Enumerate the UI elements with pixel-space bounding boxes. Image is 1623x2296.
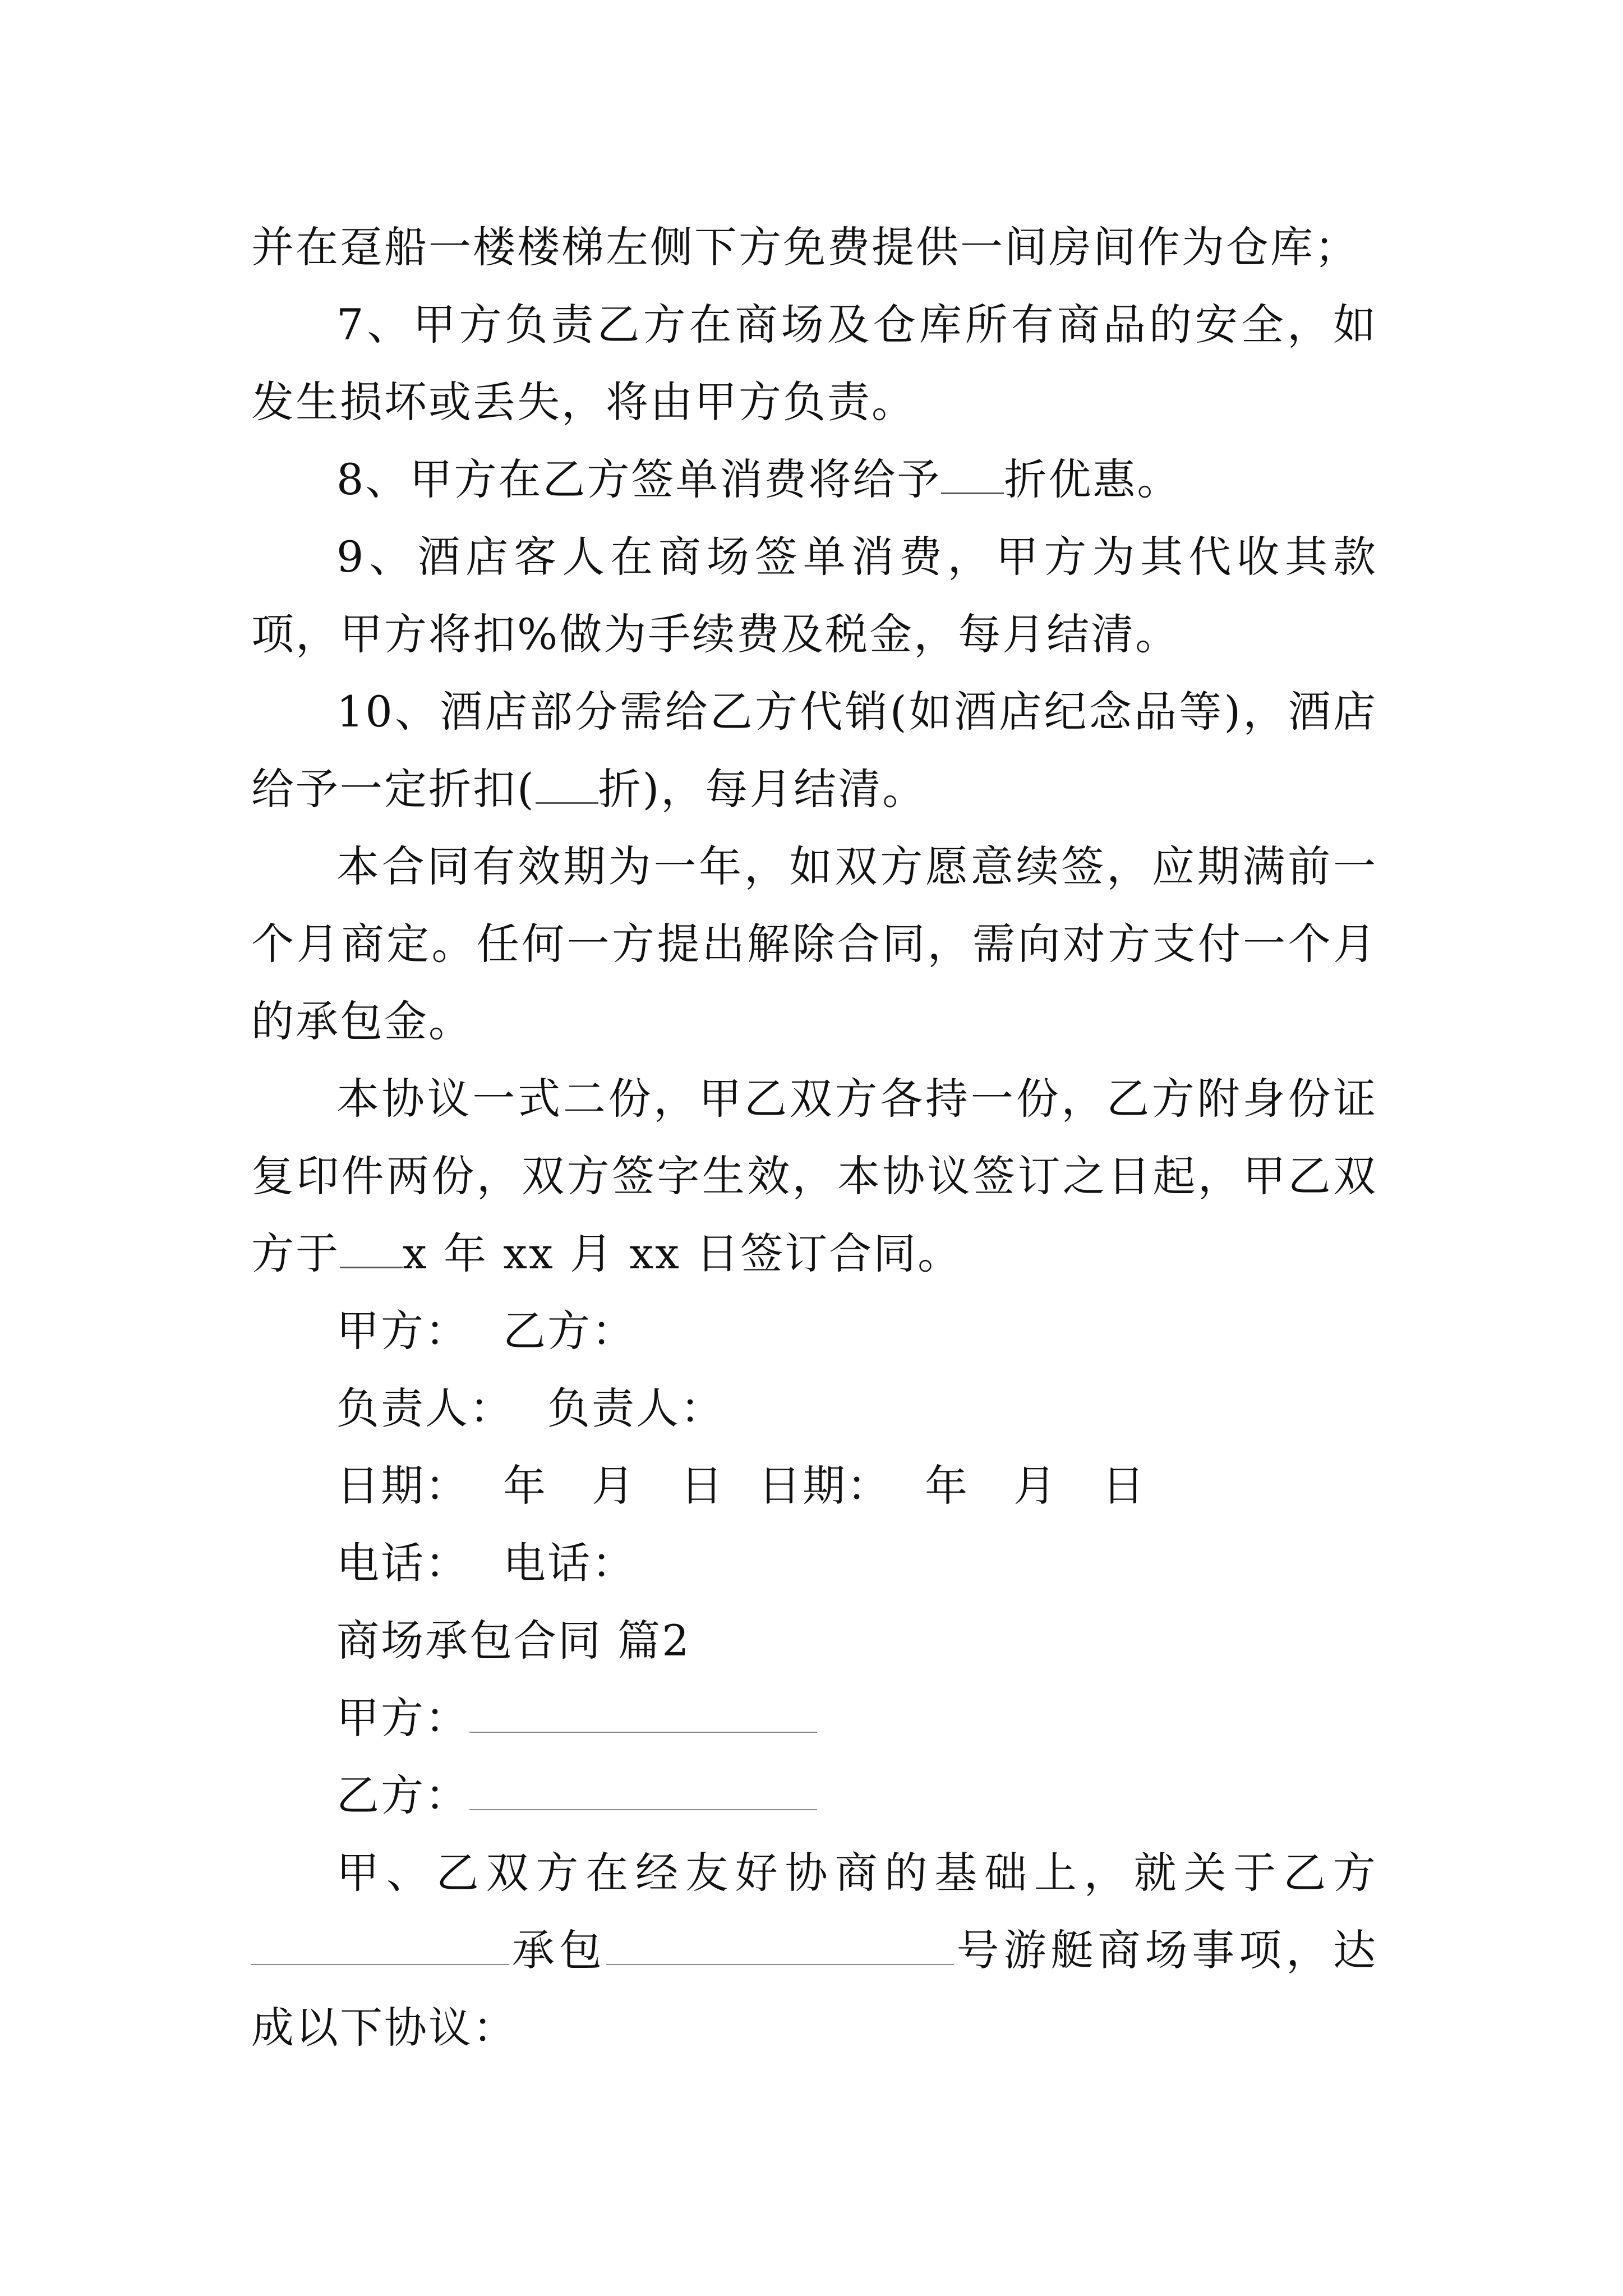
- section-title: 商场承包合同 篇2: [336, 1616, 691, 1665]
- blank-line: [536, 802, 598, 804]
- party-b-blank: [469, 1809, 817, 1810]
- blank-line: [340, 1267, 403, 1268]
- document-body: [251, 209, 1377, 2067]
- clause-text: 10、酒店部分需给乙方代销(如酒店纪念品等)，酒店给予一定折扣(: [251, 687, 1377, 814]
- section-2-title: [251, 1602, 1377, 1680]
- section-2-party-a: [251, 1680, 1377, 1757]
- date-a-label: 日期：: [336, 1461, 469, 1511]
- date-b-fields: 年 月 日: [925, 1461, 1146, 1511]
- section-2-intro: [251, 1834, 1377, 2067]
- intro-text: 承包: [509, 1925, 606, 1975]
- clause-text: 折)，每月结清。: [598, 764, 927, 814]
- signature-party-row: [251, 1292, 1377, 1370]
- phone-b-label: 电话：: [503, 1538, 636, 1588]
- signature-phone-row: [251, 1525, 1377, 1602]
- blank-line: [251, 1964, 509, 1965]
- paragraph-text: 本协议一式二份，甲乙双方各持一份，乙方附身份证复印件两份，双方签字生效，本协议签订之日起，甲乙双方于: [251, 1074, 1377, 1278]
- term-paragraph: [251, 828, 1377, 1060]
- clause-text: 折优惠。: [1004, 454, 1182, 504]
- party-b-label: 乙方：: [336, 1770, 469, 1820]
- signature-date-row: [251, 1447, 1377, 1525]
- paragraph-text: 并在趸船一楼楼梯左侧下方免费提供一间房间作为仓库；: [251, 222, 1359, 272]
- clause-9: [251, 518, 1377, 673]
- party-a-blank: [469, 1732, 817, 1733]
- paragraph-text: 本合同有效期为一年，如双方愿意续签，应期满前一个月商定。任何一方提出解除合同，需向对方支付一个月的承包金。: [251, 841, 1377, 1046]
- intro-text: 号游艇商场事项，达成以下协议：: [251, 1925, 1377, 2053]
- clause-text: 9、酒店客人在商场签单消费，甲方为其代收其款项，甲方将扣%做为手续费及税金，每月结清。: [251, 532, 1377, 659]
- phone-a-label: 电话：: [336, 1538, 469, 1588]
- intro-text: 甲、乙双方在经友好协商的基础上，就关于乙方: [336, 1848, 1377, 1898]
- party-a-label: 甲方：: [336, 1306, 469, 1356]
- section-2-party-b: [251, 1757, 1377, 1834]
- blank-line: [941, 493, 1004, 494]
- clause-7: [251, 286, 1377, 441]
- copies-paragraph: [251, 1060, 1377, 1292]
- clause-text: 8、甲方在乙方签单消费将给予: [336, 454, 942, 504]
- party-b-label: 乙方：: [503, 1306, 636, 1356]
- party-a-label: 甲方：: [336, 1693, 469, 1743]
- date-b-label: 日期：: [758, 1461, 891, 1511]
- blank-line: [606, 1964, 954, 1965]
- paragraph-text: x 年 xx 月 xx 日签订合同。: [403, 1228, 962, 1278]
- representative-b-label: 负责人：: [547, 1383, 725, 1433]
- paragraph-continued: [251, 209, 1377, 286]
- clause-text: 7、甲方负责乙方在商场及仓库所有商品的安全，如发生损坏或丢失，将由甲方负责。: [251, 300, 1377, 427]
- signature-representative-row: [251, 1370, 1377, 1447]
- clause-10: [251, 673, 1377, 828]
- representative-a-label: 负责人：: [336, 1383, 514, 1433]
- date-a-fields: 年 月 日: [503, 1461, 725, 1511]
- clause-8: [251, 441, 1377, 518]
